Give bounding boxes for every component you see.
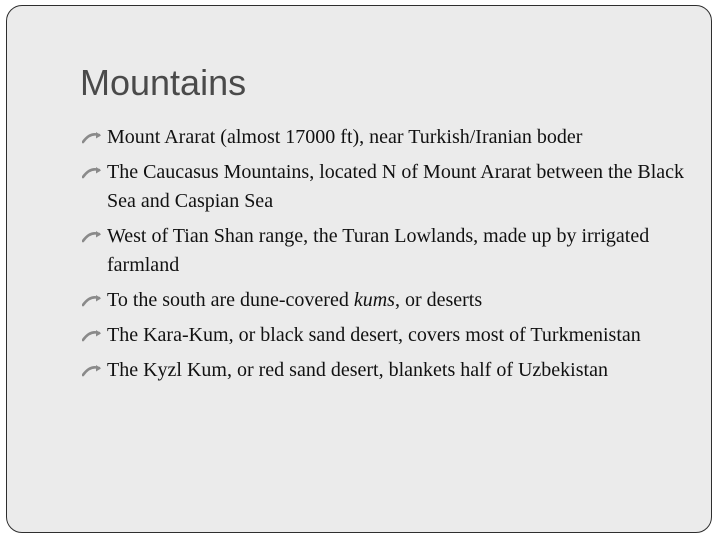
bullet-text: The Kara-Kum, or black sand desert, covers most of Turkmenistan xyxy=(107,324,641,346)
bullet-item xyxy=(81,286,691,315)
bullet-text: The Kyzl Kum, or red sand desert, blankets half of Uzbekistan xyxy=(107,359,608,381)
bullet-text: Mount Ararat (almost 17000 ft), near Turkish/Iranian boder xyxy=(107,126,583,148)
bullet-text-pre: To the south are dune-covered xyxy=(107,289,354,311)
bullet-item xyxy=(81,123,691,152)
bullet-item xyxy=(81,356,691,385)
curved-arrow-bullet-icon xyxy=(81,356,103,385)
curved-arrow-bullet-icon xyxy=(81,286,103,315)
bullet-item xyxy=(81,321,691,350)
bullet-text: West of Tian Shan range, the Turan Lowlands, made up by irrigated farmland xyxy=(107,225,650,276)
bullet-text: The Caucasus Mountains, located N of Mount Ararat between the Black Sea and Caspian Sea xyxy=(107,161,685,212)
bullet-item xyxy=(81,222,691,280)
curved-arrow-bullet-icon xyxy=(81,123,103,152)
curved-arrow-bullet-icon xyxy=(81,222,103,251)
slide-title: Mountains xyxy=(80,62,247,103)
bullet-text-post: , or deserts xyxy=(394,289,483,311)
bullet-text xyxy=(107,289,482,311)
curved-arrow-bullet-icon xyxy=(81,321,103,350)
curved-arrow-bullet-icon xyxy=(81,158,103,187)
bullet-item xyxy=(81,158,691,216)
bullet-text-emphasis: kums xyxy=(353,289,395,311)
slide xyxy=(6,5,712,533)
bullet-list xyxy=(81,123,691,391)
